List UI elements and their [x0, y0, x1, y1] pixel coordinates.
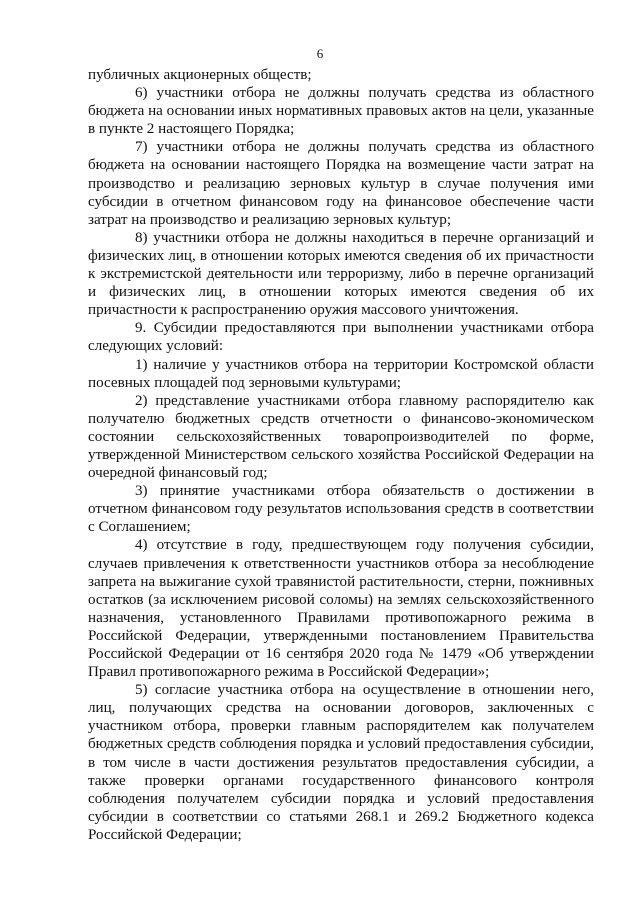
- paragraph-condition-2: 2) представление участниками отбора главному распорядителю как получателю бюджетных средств отчетности о финансово-экономическом состоянии сельскохозяйственных товаропроизводителей по форме, утвержденной Министерством сельского хозяйства Российской Федерации на очередной финансовый год;: [88, 392, 594, 482]
- paragraph-condition-3: 3) принятие участниками отбора обязательств о достижении в отчетном финансовом году результатов использования средств в соответствии с Соглашением;: [88, 483, 594, 536]
- paragraph-item-6: 6) участники отбора не должны получать средства из областного бюджета на основании иных нормативных правовых актов на цели, указанные в пункте 2 настоящего Порядка;: [88, 85, 594, 138]
- paragraph-continuation: публичных акционерных обществ;: [88, 67, 312, 83]
- paragraph-condition-1: 1) наличие у участников отбора на территории Костромской области посевных площадей под зерновыми культурами;: [88, 356, 594, 391]
- paragraph-condition-5: 5) согласие участника отбора на осуществление в отношении него, лиц, получающих средства на основании договоров, заключенных с участником отбора, проверки главным распорядителем как получателем бюджетных средств соблюдения порядка и условий предоставления субсидии, в том числе в части достижения результатов предоставления субсидии, а также проверки органами государственного финансового контроля соблюдения получателем субсидии порядка и условий предоставления субсидии в соответствии со статьями 268.1 и 269.2 Бюджетного кодекса Российской Федерации;: [88, 682, 594, 843]
- paragraph-item-7: 7) участники отбора не должны получать средства из областного бюджета на основании настоящего Порядка на возмещение части затрат на производство и реализацию зерновых культур в случае получения ими субсидии в отчетном финансовом году на финансовое обеспечение части затрат на производство и реализацию зерновых культур;: [88, 139, 594, 228]
- page-number: 6: [316, 46, 324, 61]
- paragraph-clause-9: 9. Субсидии предоставляются при выполнении участниками отбора следующих условий:: [88, 320, 594, 355]
- paragraph-condition-4: 4) отсутствие в году, предшествующем году получения субсидии, случаев привлечения к ответственности участников отбора за несоблюдение запрета на выжигание сухой травянистой растительности, стерни, пожнивных остатков (за исключением рисовой соломы) на землях сельскохозяйственного назначения, установленного Правилами противопожарного режима в Российской Федерации, утвержденными постановлением Правительства Российской Федерации от 16 сентября 2020 года № 1479 «Об утверждении Правил противопожарного режима в Российской Федерации»;: [88, 537, 594, 681]
- document-body: [88, 66, 594, 844]
- paragraph-item-8: 8) участники отбора не должны находиться в перечне организаций и физических лиц, в отношении которых имеются сведения об их причастности к экстремистской деятельности или терроризму, либо в перечне организаций и физических лиц, в отношении которых имеются сведения об их причастности к распространению оружия массового уничтожения.: [88, 229, 594, 319]
